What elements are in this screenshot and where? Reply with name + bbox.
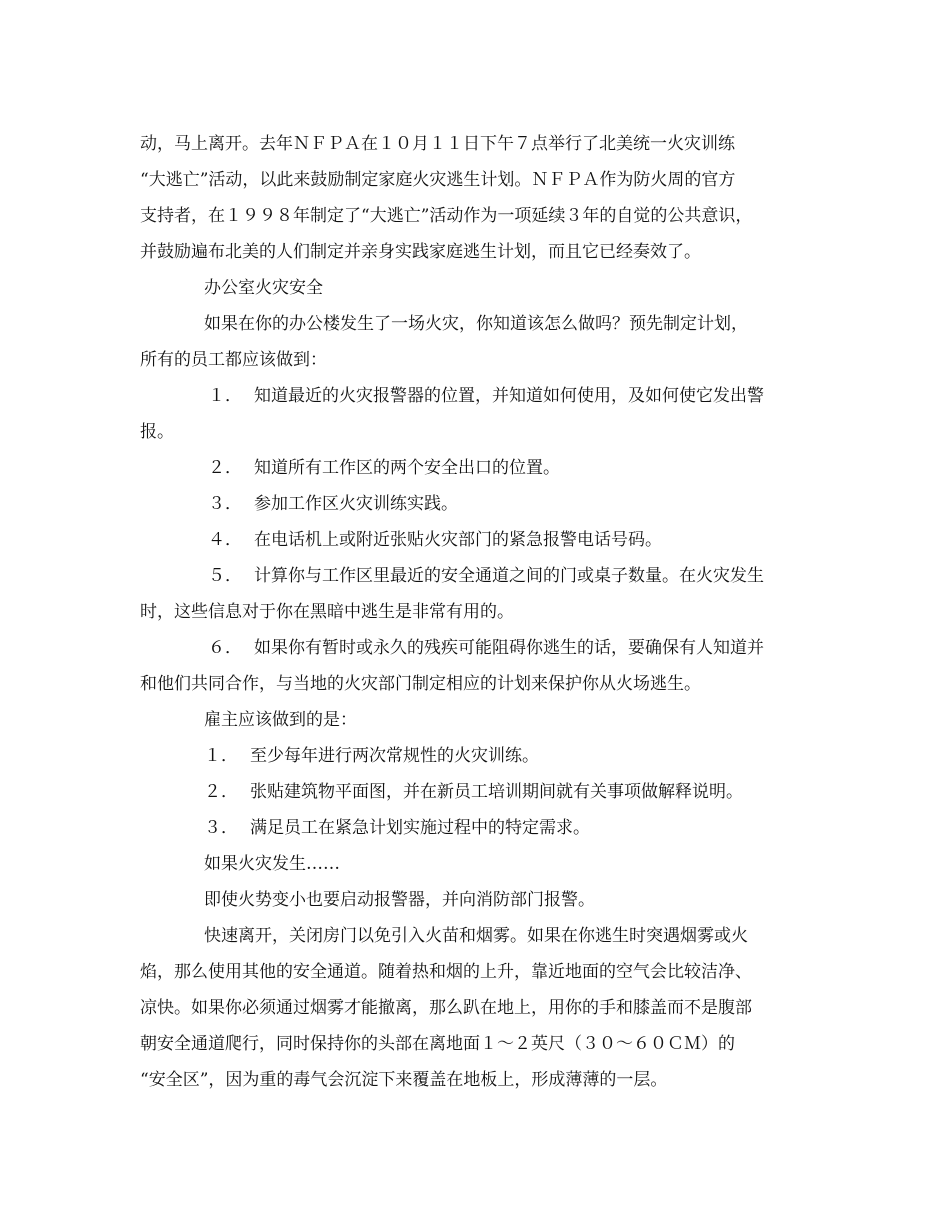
body-line: 并鼓励遍布北美的人们制定并亲身实践家庭逃生计划，而且它已经奏效了。 [140,242,701,262]
list-item-text: 参加工作区火灾训练实践。 [254,494,458,514]
list-number: ３． [208,494,242,514]
document-body [140,126,815,1098]
list-item-continuation: 报。 [140,422,174,442]
list-number: ４． [208,530,242,550]
body-line: 雇主应该做到的是： [204,710,357,730]
body-line: 朝安全通道爬行，同时保持你的头部在离地面１～２英尺（３０～６０ＣＭ）的 [140,1034,735,1054]
list-item [140,810,815,846]
list-item-text: 在电话机上或附近张贴火灾部门的紧急报警电话号码。 [254,530,662,550]
list-item-text: 知道所有工作区的两个安全出口的位置。 [254,458,560,478]
list-item [140,378,815,414]
list-item-text: 如果你有暂时或永久的残疾可能阻碍你逃生的话，要确保有人知道并 [254,638,764,658]
body-line: 动，马上离开。去年ＮＦＰＡ在１０月１１日下午７点举行了北美统一火灾训练 [140,134,735,154]
list-item [140,450,815,486]
list-item [140,522,815,558]
body-line: 即使火势变小也要启动报警器，并向消防部门报警。 [204,890,595,910]
list-item-text: 张贴建筑物平面图，并在新员工培训期间就有关事项做解释说明。 [250,782,743,802]
body-line: “大逃亡”活动，以此来鼓励制定家庭火灾逃生计划。ＮＦＰＡ作为防火周的官方 [140,170,736,190]
body-line: 支持者，在１９９８年制定了“大逃亡”活动作为一项延续３年的自觉的公共意识， [140,206,753,226]
list-number: １． [208,386,242,406]
list-item-continuation: 时，这些信息对于你在黑暗中逃生是非常有用的。 [140,602,514,622]
list-item-continuation: 和他们共同合作，与当地的火灾部门制定相应的计划来保护你从火场逃生。 [140,674,701,694]
list-number: ３． [204,818,238,838]
list-number: ６． [208,638,242,658]
list-item-text: 至少每年进行两次常规性的火灾训练。 [250,746,539,766]
body-line: 快速离开，关闭房门以免引入火苗和烟雾。如果在你逃生时突遇烟雾或火 [204,926,748,946]
body-line: 焰，那么使用其他的安全通道。随着热和烟的上升，靠近地面的空气会比较洁净、 [140,962,752,982]
list-item [140,630,815,666]
body-line: 所有的员工都应该做到： [140,350,327,370]
body-line: 凉快。如果你必须通过烟雾才能撤离，那么趴在地上，用你的手和膝盖而不是腹部 [140,998,752,1018]
section-heading: 办公室火灾安全 [204,278,323,298]
list-item [140,486,815,522]
body-line: 如果在你的办公楼发生了一场火灾，你知道该怎么做吗？预先制定计划， [204,314,748,334]
body-line: “安全区”，因为重的毒气会沉淀下来覆盖在地板上，形成薄薄的一层。 [140,1070,668,1090]
list-number: ２． [208,458,242,478]
list-number: ５． [208,566,242,586]
list-number: ２． [204,782,238,802]
section-heading: 如果火灾发生…… [204,854,340,874]
list-item-text: 满足员工在紧急计划实施过程中的特定需求。 [250,818,590,838]
list-item-text: 知道最近的火灾报警器的位置，并知道如何使用，及如何使它发出警 [254,386,764,406]
list-item [140,738,815,774]
list-item [140,558,815,594]
list-item [140,774,815,810]
list-item-text: 计算你与工作区里最近的安全通道之间的门或桌子数量。在火灾发生 [254,566,764,586]
list-number: １． [204,746,238,766]
